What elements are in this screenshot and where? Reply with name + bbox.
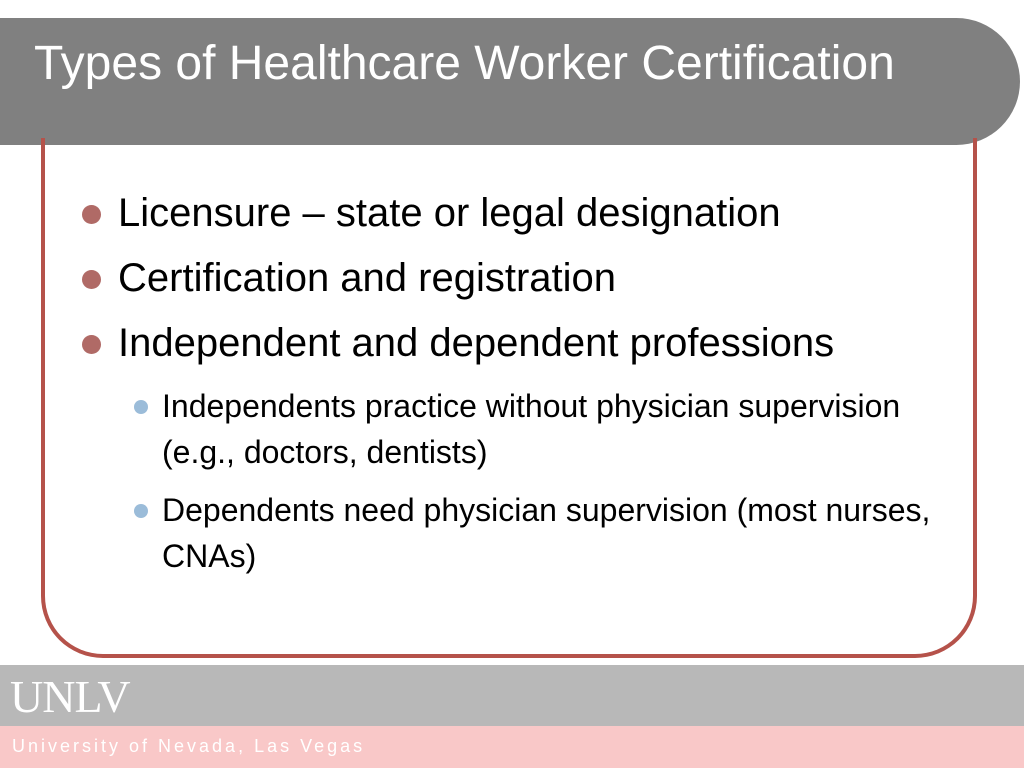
bullet-item — [80, 188, 980, 238]
sub-bullet-dot-icon — [134, 504, 148, 518]
bullet-text: Certification and registration — [118, 256, 617, 300]
bullet-list — [80, 188, 980, 591]
slide-title: Types of Healthcare Worker Certification — [34, 37, 895, 90]
sub-bullet-text: Dependents need physician supervision (most nurses, CNAs) — [162, 492, 931, 574]
bullet-text: Licensure – state or legal designation — [118, 191, 781, 235]
sub-bullet-item — [80, 383, 980, 475]
sub-bullet-dot-icon — [134, 400, 148, 414]
footer-logo-band — [0, 665, 1024, 726]
sub-bullet-item — [80, 487, 980, 579]
bullet-item — [80, 318, 980, 368]
unlv-logo: UNLV — [10, 671, 130, 722]
bullet-dot-icon — [82, 205, 101, 224]
bullet-item — [80, 253, 980, 303]
bullet-dot-icon — [82, 335, 101, 354]
sub-bullet-text: Independents practice without physician supervision (e.g., doctors, dentists) — [162, 388, 901, 470]
bullet-dot-icon — [82, 270, 101, 289]
university-name: University of Nevada, Las Vegas — [12, 736, 366, 756]
title-bar — [0, 18, 1020, 145]
bullet-text: Independent and dependent professions — [118, 321, 835, 365]
